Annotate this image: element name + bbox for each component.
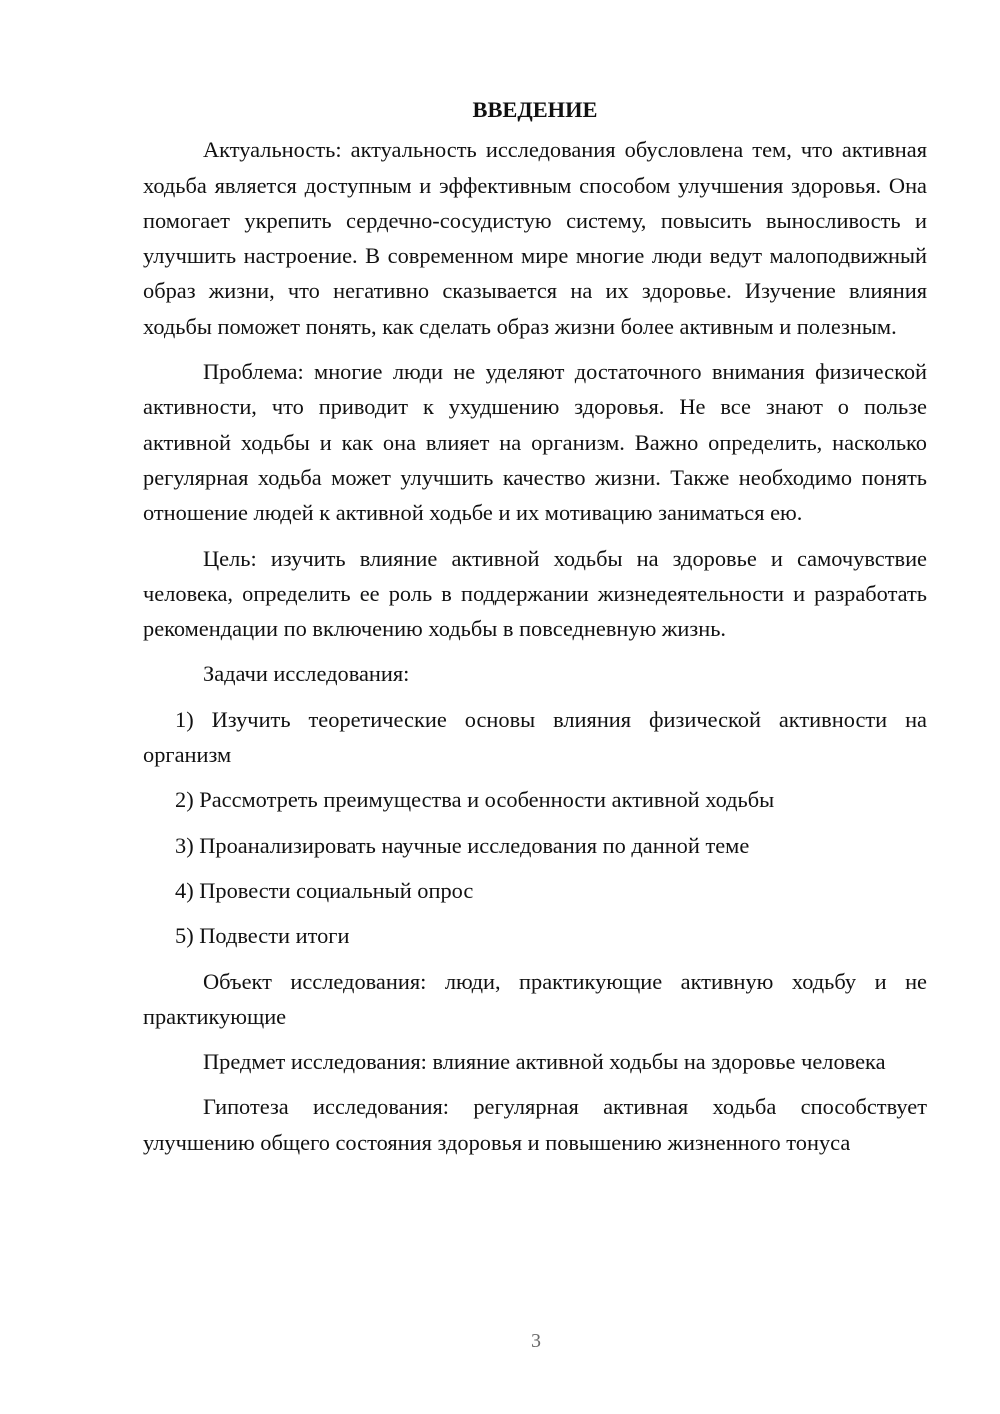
- task-item: 3) Проанализировать научные исследования по данной теме: [175, 832, 750, 858]
- task-item: 5) Подвести итоги: [175, 923, 350, 949]
- page-content: [143, 92, 927, 1170]
- paragraph-goal: Цель: изучить влияние активной ходьбы на здоровье и самочувствие человека, определить ее роль в поддержании жизнедеятельности и разработать рекомендации по включению ходьбы в повседневную жизнь.: [143, 545, 927, 642]
- task-item: 1) Изучить теоретические основы влияния физической активности на организм: [143, 706, 927, 768]
- paragraph-object: Объект исследования: люди, практикующие активную ходьбу и не практикующие: [143, 968, 927, 1029]
- paragraph-subject: Предмет исследования: влияние активной ходьбы на здоровье человека: [203, 1049, 886, 1075]
- section-title: ВВЕДЕНИЕ: [472, 97, 598, 122]
- page-number: 3: [531, 1330, 541, 1352]
- task-item: 4) Провести социальный опрос: [175, 877, 474, 903]
- tasks-heading: Задачи исследования:: [203, 661, 410, 687]
- paragraph-problem: Проблема: многие люди не уделяют достаточного внимания физической активности, что приводит к ухудшению здоровья. Не все знают о пользе активной ходьбы и как она влияет на организм. Важно определить, насколько регулярная ходьба может улучшить качество жизни. Также необходимо понять отношение людей к активной ходьбе и их мотивацию заниматься ею.: [143, 359, 927, 526]
- paragraph-relevance: Актуальность: актуальность исследования обусловлена тем, что активная ходьба является доступным и эффективным способом улучшения здоровья. Она помогает укрепить сердечно-сосудистую систему, повысить выносливость и улучшить настроение. В современном мире многие люди ведут малоподвижный образ жизни, что негативно сказывается на их здоровье. Изучение влияния ходьбы поможет понять, как сделать образ жизни более активным и полезным.: [143, 137, 927, 339]
- paragraph-hypothesis: Гипотеза исследования: регулярная активная ходьба способствует улучшению общего состояния здоровья и повышению жизненного тонуса: [143, 1094, 927, 1155]
- task-item: 2) Рассмотреть преимущества и особенности активной ходьбы: [175, 787, 775, 813]
